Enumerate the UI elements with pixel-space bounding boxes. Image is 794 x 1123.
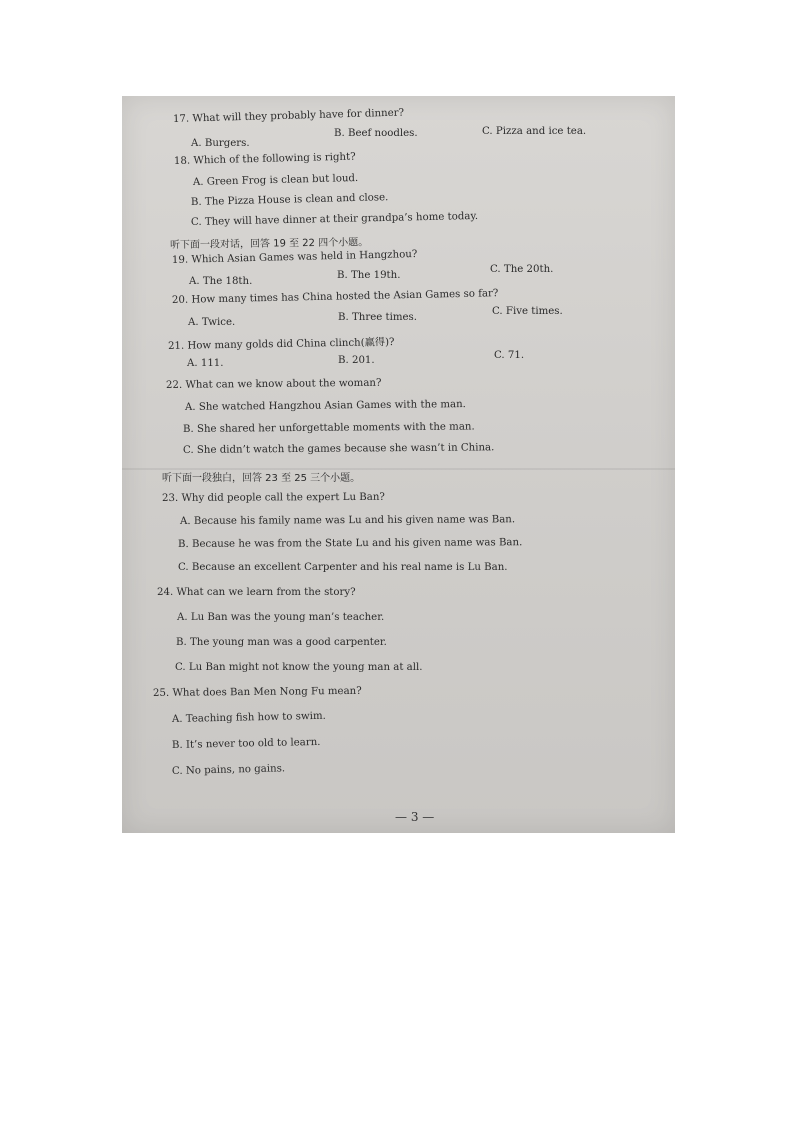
question-20-stem: 20. How many times has China hosted the Asian Games so far? xyxy=(171,288,499,306)
question-17-stem: 17. What will they probably have for dinner? xyxy=(172,107,405,125)
question-20-option-c: C. Five times. xyxy=(492,306,563,317)
question-19-option-a: A. The 18th. xyxy=(189,276,253,287)
question-23-option-c: C. Because an excellent Carpenter and his real name is Lu Ban. xyxy=(178,562,508,573)
question-21-stem: 21. How many golds did China clinch(赢得)? xyxy=(167,337,395,352)
question-19-option-c: C. The 20th. xyxy=(490,264,554,275)
question-23-option-b: B. Because he was from the State Lu and his given name was Ban. xyxy=(177,537,523,550)
question-22-option-a: A. She watched Hangzhou Asian Games with the man. xyxy=(184,399,466,413)
question-24-option-a: A. Lu Ban was the young man’s teacher. xyxy=(177,612,385,623)
question-25-option-b: B. It’s never too old to learn. xyxy=(171,736,321,751)
question-24-option-b: B. The young man was a good carpenter. xyxy=(176,637,387,648)
question-24-option-c: C. Lu Ban might not know the young man at all. xyxy=(175,662,423,673)
question-24-stem: 24. What can we learn from the story? xyxy=(157,587,356,598)
scanned-page-photo xyxy=(122,96,675,833)
question-21-option-b: B. 201. xyxy=(338,355,375,366)
question-18-stem: 18. Which of the following is right? xyxy=(173,151,356,167)
question-23-stem: 23. Why did people call the expert Lu Ban? xyxy=(161,491,385,504)
question-22-stem: 22. What can we know about the woman? xyxy=(165,377,382,391)
page-number: — 3 — xyxy=(395,810,435,824)
question-17-option-c: C. Pizza and ice tea. xyxy=(482,126,587,137)
question-17-option-a: A. Burgers. xyxy=(191,138,250,149)
question-21-option-c: C. 71. xyxy=(494,350,525,361)
question-22-option-b: B. She shared her unforgettable moments with the man. xyxy=(182,421,475,435)
question-25-option-c: C. No pains, no gains. xyxy=(171,763,286,777)
question-21-option-a: A. 111. xyxy=(187,358,224,369)
instruction-dialogue: 听下面一段对话，回答 19 至 22 四个小题。 xyxy=(169,237,369,251)
question-19-stem: 19. Which Asian Games was held in Hangzhou? xyxy=(171,249,418,266)
question-18-option-a: A. Green Frog is clean but loud. xyxy=(192,172,359,188)
question-17-option-b: B. Beef noodles. xyxy=(334,128,418,139)
question-25-stem: 25. What does Ban Men Nong Fu mean? xyxy=(152,685,362,699)
question-18-option-b: B. The Pizza House is clean and close. xyxy=(190,192,389,208)
question-18-option-c: C. They will have dinner at their grandpa’s home today. xyxy=(190,210,479,228)
question-20-option-a: A. Twice. xyxy=(188,317,236,328)
question-22-option-c: C. She didn’t watch the games because she wasn’t in China. xyxy=(182,442,495,456)
question-19-option-b: B. The 19th. xyxy=(337,270,401,281)
question-25-option-a: A. Teaching fish how to swim. xyxy=(171,710,326,725)
question-23-option-a: A. Because his family name was Lu and his given name was Ban. xyxy=(179,514,516,527)
question-20-option-b: B. Three times. xyxy=(338,312,417,323)
instruction-monologue: 听下面一段独白，回答 23 至 25 三个小题。 xyxy=(162,473,361,484)
